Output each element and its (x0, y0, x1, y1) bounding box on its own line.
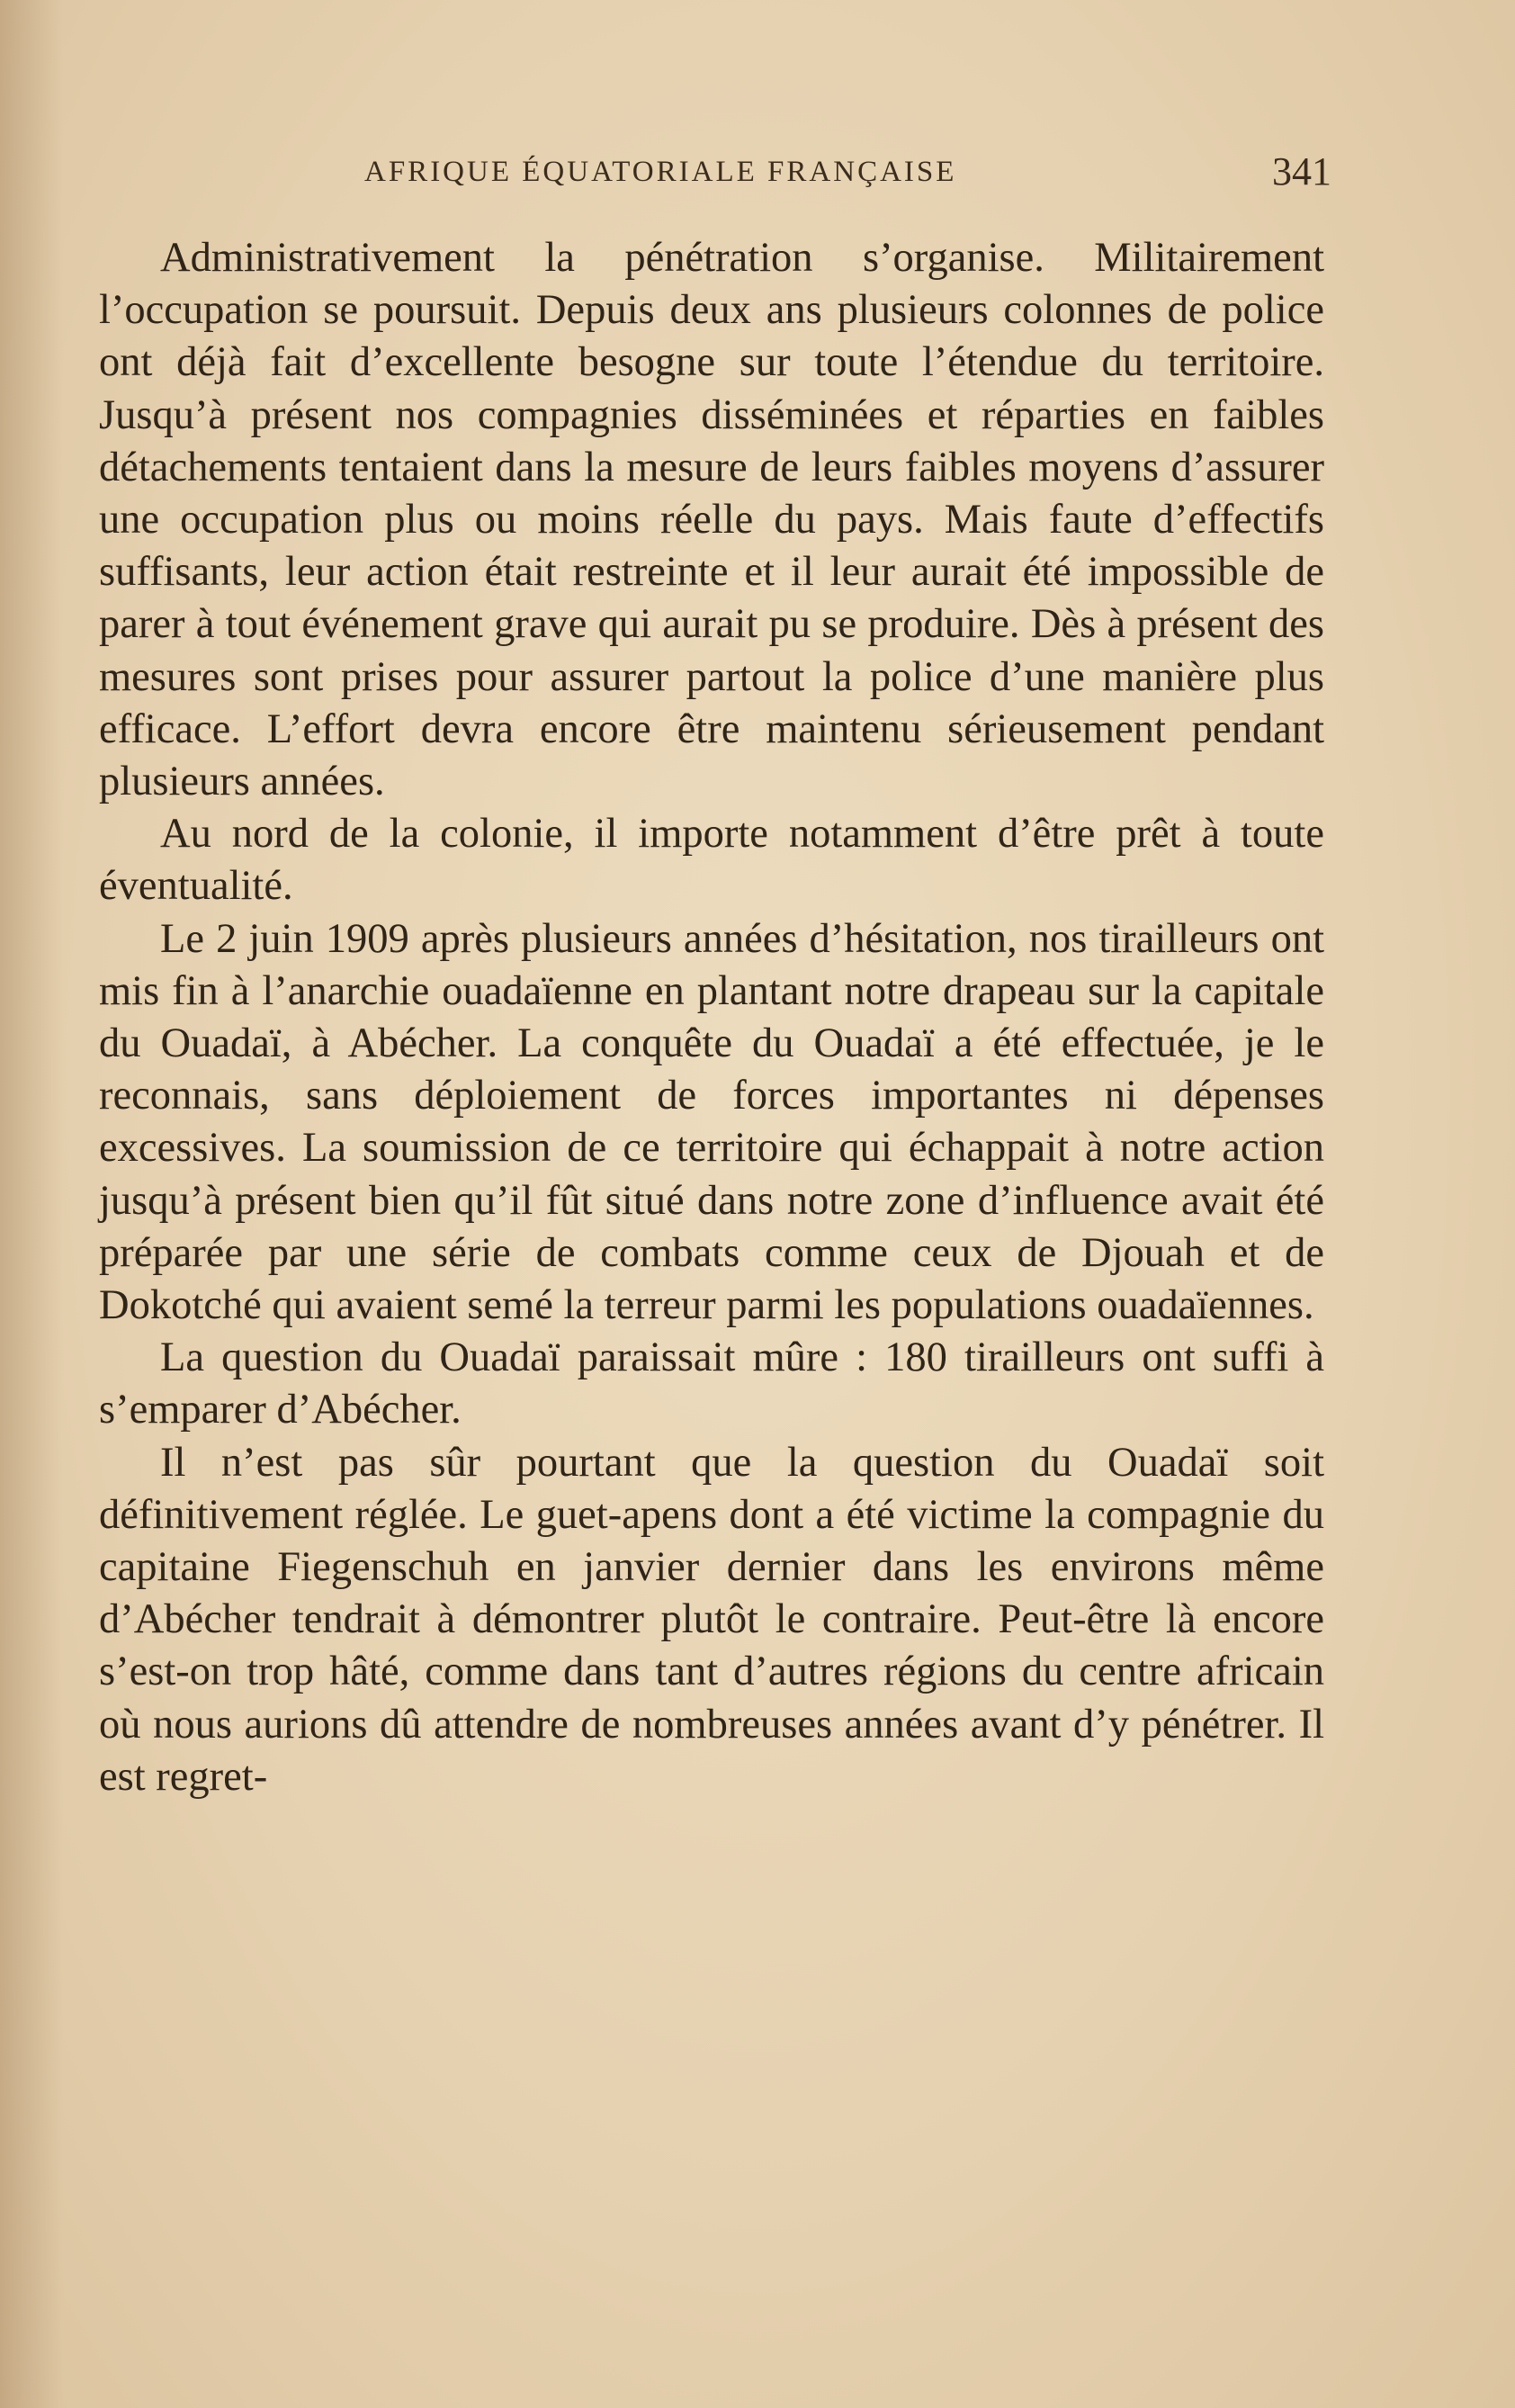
body-text (99, 232, 1324, 1803)
paragraph: Le 2 juin 1909 après plusieurs années d’hésitation, nos tirailleurs ont mis fin à l’anarchie ouadaïenne en plantant notre drapeau sur la capitale du Ouadaï, à Abécher. La conquête du Ouadaï a été effectuée, je le reconnais, sans déploiement de forces importantes ni dépenses excessives. La soumission de ce territoire qui échappait à notre action jusqu’à présent bien qu’il fût situé dans notre zone d’influence avait été préparée par une série de combats comme ceux de Djouah et de Dokotché qui avaient semé la terreur parmi les populations ouadaïennes. (99, 915, 1324, 1329)
paragraph: Au nord de la colonie, il importe notamment d’être prêt à toute éventualité. (99, 811, 1324, 910)
gutter-shadow (0, 0, 63, 2408)
paragraph: Il n’est pas sûr pourtant que la question du Ouadaï soit définitivement réglée. Le guet-apens dont a été victime la compagnie du capitaine Fiegenschuh en janvier dernier dans les environs même d’Abécher tendrait à démontrer plutôt le contraire. Peut-être là encore s’est-on trop hâté, comme dans tant d’autres régions du centre africain où nous aurions dû attendre de nombreuses années avant d’y pénétrer. Il est regret- (99, 1439, 1324, 1800)
paragraph: Administrativement la pénétration s’organise. Militairement l’occupation se poursuit. Depuis deux ans plusieurs colonnes de police ont déjà fait d’excellente besogne sur toute l’étendue du territoire. Jusqu’à présent nos compagnies disséminées et réparties en faibles détachements tentaient dans la mesure de leurs faibles moyens d’assurer une occupation plus ou moins réelle du pays. Mais faute d’effectifs suffisants, leur action était restreinte et il leur aurait été impossible de parer à tout événement grave qui aurait pu se produire. Dès à présent des mesures sont prises pour assurer partout la police d’une manière plus efficace. L’effort devra encore être maintenu sérieusement pendant plusieurs années. (99, 235, 1324, 805)
page-number: 341 (1272, 149, 1331, 193)
paragraph: La question du Ouadaï paraissait mûre : 180 tirailleurs ont suffi à s’emparer d’Abécher. (99, 1334, 1324, 1433)
running-title: AFRIQUE ÉQUATORIALE FRANÇAISE (364, 156, 957, 188)
running-head (99, 148, 1331, 202)
